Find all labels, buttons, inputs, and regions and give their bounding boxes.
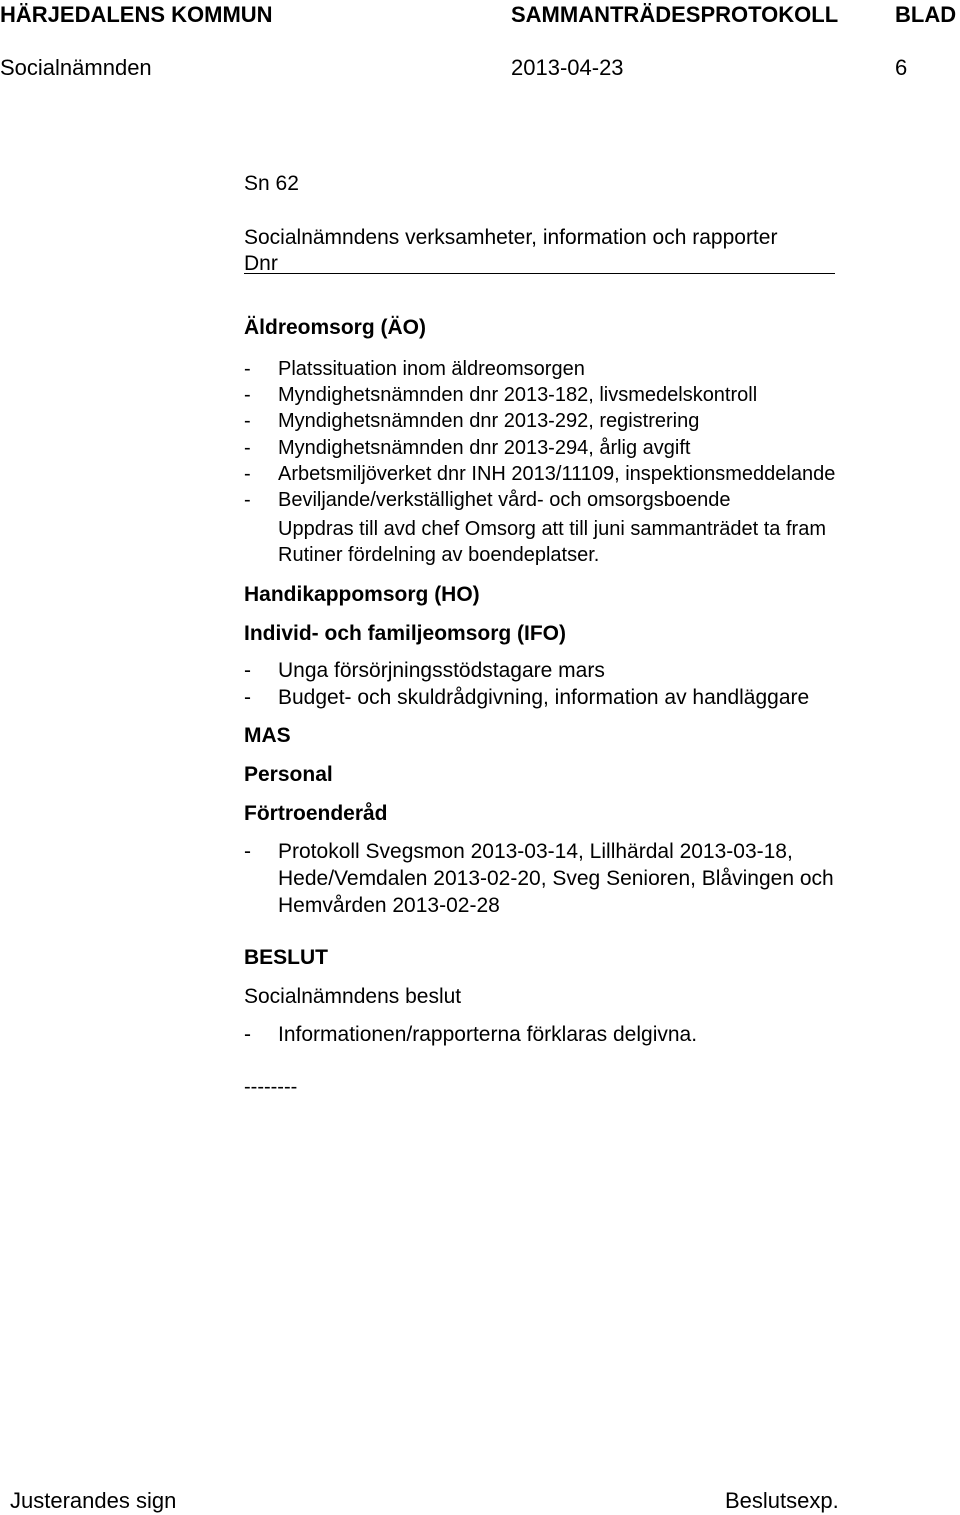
- list-item-text: Myndighetsnämnden dnr 2013-182, livsmedelskontroll: [278, 384, 758, 407]
- section-heading-personal: Personal: [244, 763, 333, 786]
- list-dash: -: [244, 840, 251, 863]
- list-item-text: Myndighetsnämnden dnr 2013-292, registrering: [278, 410, 700, 433]
- list-item-text: Unga försörjningsstödstagare mars: [278, 659, 605, 682]
- list-item-text: Hemvården 2013-02-28: [278, 894, 500, 917]
- fortroenderad-list: [244, 838, 834, 919]
- list-dash: -: [244, 358, 251, 380]
- list-dash: -: [244, 686, 251, 709]
- list-dash: -: [244, 659, 251, 682]
- list-item: [244, 356, 835, 382]
- list-item-text: Myndighetsnämnden dnr 2013-294, årlig avgift: [278, 436, 691, 459]
- list-item: [244, 487, 835, 513]
- list-item-text: Hede/Vemdalen 2013-02-20, Sveg Senioren, Blåvingen och: [278, 867, 834, 890]
- signature-label: Justerandes sign: [10, 1488, 177, 1513]
- page-number: 6: [895, 55, 908, 80]
- dnr-label: Dnr: [244, 252, 278, 275]
- sheet-label: BLAD: [895, 2, 957, 27]
- list-item-text: Platssituation inom äldreomsorgen: [278, 358, 585, 380]
- list-item-text: Budget- och skuldrådgivning, information av handläggare: [278, 686, 810, 709]
- list-item: [244, 684, 809, 711]
- list-item: [244, 382, 835, 408]
- list-item-text: Informationen/rapporterna förklaras delgivna.: [278, 1023, 698, 1046]
- aldreomsorg-list: [244, 356, 835, 513]
- end-marker: --------: [244, 1076, 298, 1098]
- decision-subheading: Socialnämndens beslut: [244, 985, 462, 1008]
- list-item: [244, 657, 809, 684]
- section-heading-handikappomsorg: Handikappomsorg (HO): [244, 583, 480, 606]
- list-dash: -: [244, 462, 251, 485]
- list-item-text: Beviljande/verkställighet vård- och omsorgsboende: [278, 489, 731, 512]
- section-heading-ifo: Individ- och familjeomsorg (IFO): [244, 622, 567, 645]
- document-type: SAMMANTRÄDESPROTOKOLL: [511, 2, 839, 27]
- list-item: [244, 461, 835, 487]
- committee-name: Socialnämnden: [0, 55, 152, 80]
- municipality-name: HÄRJEDALENS KOMMUN: [0, 2, 273, 27]
- ifo-list: [244, 657, 809, 711]
- section-heading-mas: MAS: [244, 724, 291, 747]
- continuation-line: Uppdras till avd chef Omsorg att till juni sammanträdet ta fram: [278, 518, 826, 540]
- list-item-continuation: [244, 865, 834, 892]
- extract-label: Beslutsexp.: [725, 1488, 839, 1513]
- list-item-continuation: [244, 892, 834, 919]
- list-dash: -: [244, 384, 251, 407]
- list-dash: -: [244, 1023, 251, 1046]
- dnr-underline: [244, 273, 835, 274]
- list-item: [244, 435, 835, 461]
- decision-heading: BESLUT: [244, 946, 328, 969]
- list-item-text: Arbetsmiljöverket dnr INH 2013/11109, inspektionsmeddelande: [278, 462, 836, 485]
- list-dash: -: [244, 436, 251, 459]
- paragraph-number: Sn 62: [244, 172, 299, 195]
- continuation-line: Rutiner fördelning av boendeplatser.: [278, 544, 600, 566]
- list-dash: -: [244, 410, 251, 433]
- list-item-text: Protokoll Svegsmon 2013-03-14, Lillhärdal 2013-03-18,: [278, 840, 793, 863]
- section-heading-fortroenderad: Förtroenderåd: [244, 802, 388, 825]
- meeting-date: 2013-04-23: [511, 55, 624, 80]
- list-item: [244, 1021, 697, 1048]
- section-heading-aldreomsorg: Äldreomsorg (ÄO): [244, 316, 427, 339]
- list-item: [244, 838, 834, 865]
- list-dash: -: [244, 489, 251, 512]
- item-title: Socialnämndens verksamheter, information och rapporter: [244, 226, 778, 249]
- decision-list: [244, 1021, 697, 1048]
- list-item: [244, 408, 835, 434]
